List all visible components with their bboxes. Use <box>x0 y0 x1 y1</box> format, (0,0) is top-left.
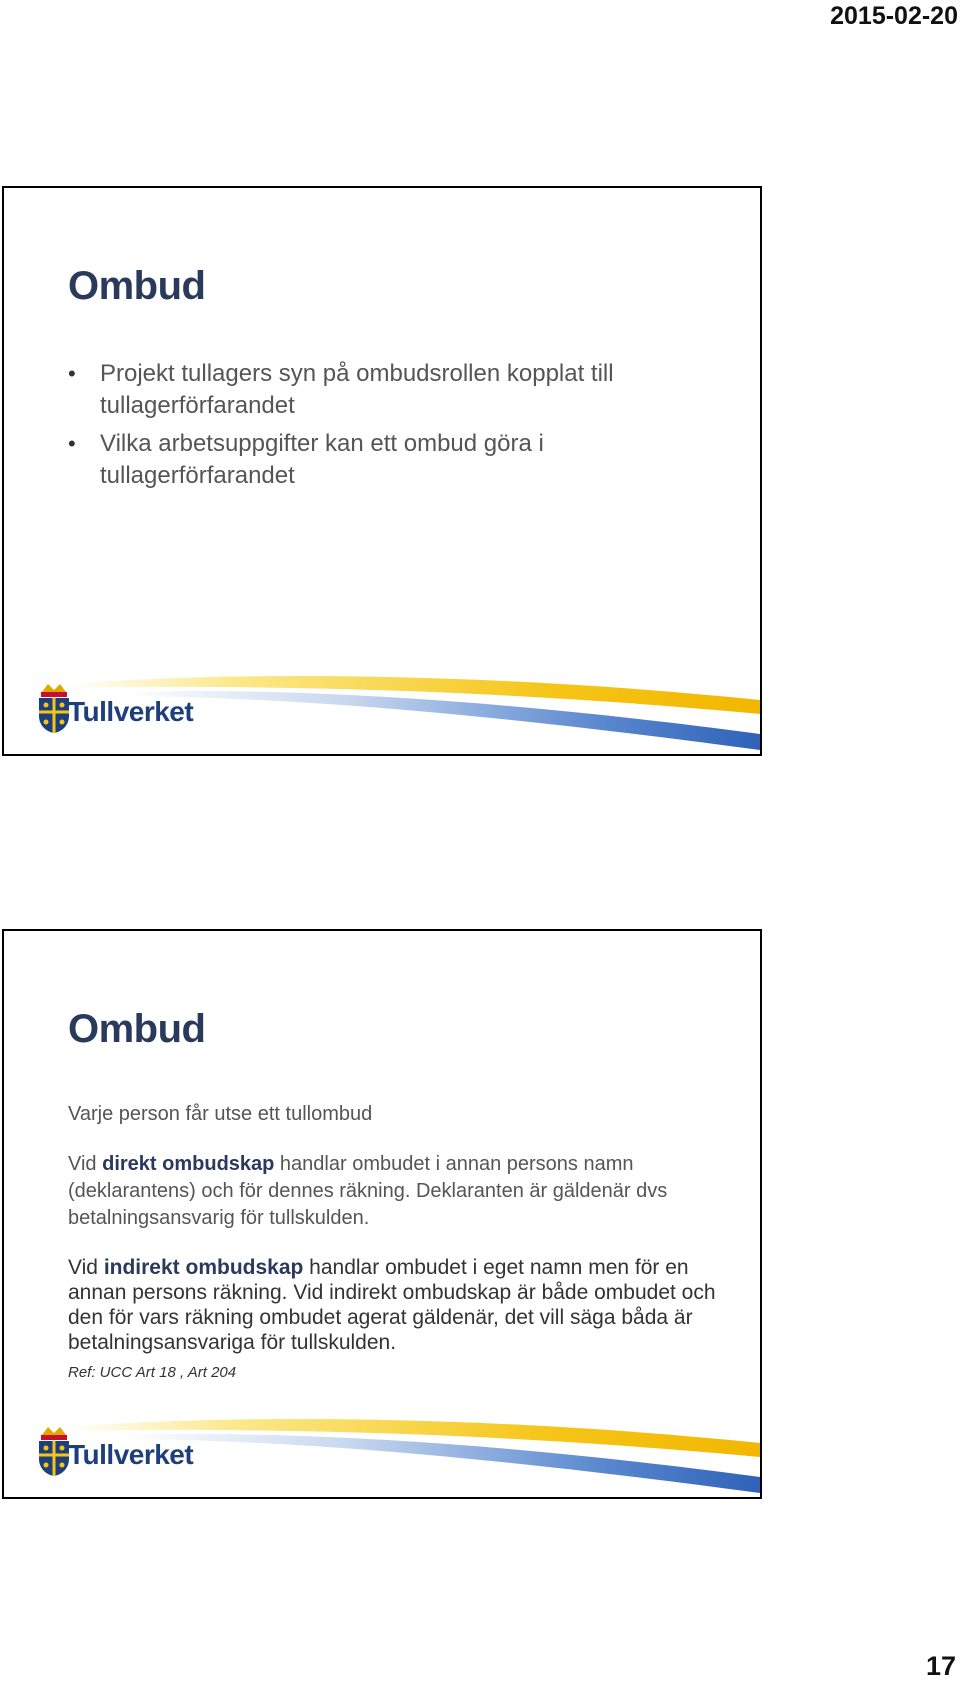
bullet-list <box>68 358 708 498</box>
reference-note: Ref: UCC Art 18 , Art 204 <box>68 1364 237 1381</box>
slide-footer-branding <box>4 664 760 754</box>
bullet-text: Vilka arbetsuppgifter kan ett ombud göra i tullagerförfarandet <box>100 430 544 489</box>
slide-title: Ombud <box>68 1007 206 1051</box>
logo-wordmark: Tullverket <box>68 696 194 727</box>
text-run: handlar ombudet i annan persons namn (deklarantens) och för dennes räkning. Deklaranten är gäldenär dvs betalningsansvarig för tullskulden. <box>68 1153 668 1229</box>
page-date: 2015-02-20 <box>830 2 958 30</box>
bullet-icon: • <box>68 431 76 456</box>
text-run: handlar ombudet i eget namn men för en annan persons räkning. Vid indirekt ombudskap är både ombudet och den för vars räkning ombudet agerat gäldenär, det vill säga båda är betalningsansvariga för tullskulden. <box>68 1256 716 1354</box>
slide-1 <box>2 186 762 756</box>
bullet-icon: • <box>68 361 76 386</box>
slide-2 <box>2 929 762 1499</box>
slide-footer-branding <box>4 1407 760 1497</box>
emphasis-text: direkt ombudskap <box>102 1153 275 1175</box>
emphasis-text: indirekt ombudskap <box>103 1256 304 1279</box>
paragraph <box>68 1151 728 1232</box>
bullet-text: Projekt tullagers syn på ombudsrollen kopplat till tullagerförfarandet <box>100 360 614 419</box>
text-run: Vid <box>68 1256 104 1279</box>
bullet-item <box>68 428 708 492</box>
slide-title: Ombud <box>68 264 206 308</box>
page-number: 17 <box>925 1651 956 1681</box>
logo-wordmark: Tullverket <box>68 1439 194 1470</box>
paragraph <box>68 1255 728 1355</box>
text-run: Vid <box>68 1153 103 1175</box>
bullet-item <box>68 358 708 422</box>
paragraph: Varje person får utse ett tullombud <box>68 1103 373 1125</box>
slide-body <box>68 1101 728 1409</box>
